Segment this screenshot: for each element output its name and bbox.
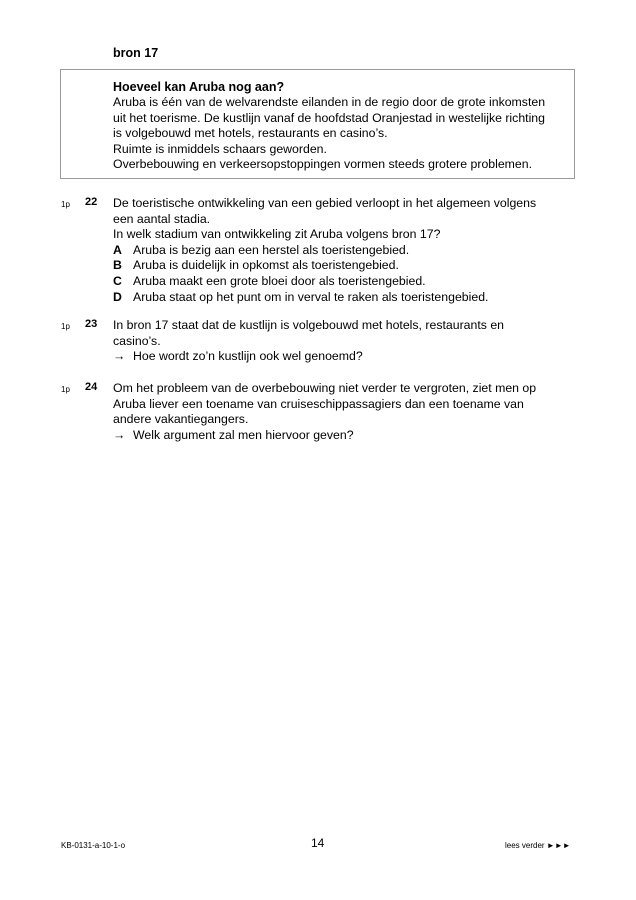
question-line: De toeristische ontwikkeling van een gebied verloopt in het algemeen volgens <box>113 196 537 210</box>
question-number: 23 <box>85 318 98 330</box>
question-22 <box>113 196 536 305</box>
question-line: andere vakantiegangers. <box>113 412 249 427</box>
question-line: een aantal stadia. <box>113 211 211 226</box>
question-number: 24 <box>85 381 98 393</box>
question-23 <box>113 318 504 365</box>
answer-option-d <box>113 290 536 306</box>
page-number: 14 <box>311 836 325 850</box>
option-text: Aruba is bezig aan een herstel als toeristengebied. <box>133 242 410 257</box>
arrow-right-icon: → <box>113 349 126 364</box>
answer-option-a <box>113 243 536 259</box>
prompt-text: Welk argument zal men hiervoor geven? <box>133 427 354 442</box>
question-number: 22 <box>85 196 98 208</box>
source-title: Hoeveel kan Aruba nog aan? <box>113 80 285 94</box>
continue-note: lees verder ►►► <box>505 841 571 850</box>
exam-code: KB-0131-a-10-1-o <box>61 841 126 850</box>
question-line: Aruba liever een toename van cruiseschippassagiers dan een toename van <box>113 396 524 411</box>
option-letter: A <box>113 242 122 257</box>
arrow-right-icon: → <box>113 427 126 442</box>
source-line: is volgebouwd met hotels, restaurants en casino’s. <box>113 126 388 141</box>
question-points: 1p <box>61 200 70 209</box>
option-letter: B <box>113 258 122 273</box>
answer-option-b <box>113 258 536 274</box>
source-line: Overbebouwing en verkeersopstoppingen vormen steeds grotere problemen. <box>113 157 533 172</box>
option-text: Aruba is duidelijk in opkomst als toeristengebied. <box>133 258 399 273</box>
question-points: 1p <box>61 322 70 331</box>
option-letter: C <box>113 273 122 288</box>
option-text: Aruba staat op het punt om in verval te raken als toeristengebied. <box>133 289 489 304</box>
prompt-text: Hoe wordt zo’n kustlijn ook wel genoemd? <box>133 349 363 364</box>
option-letter: D <box>113 289 122 304</box>
answer-option-c <box>113 274 536 290</box>
question-line: casino’s. <box>113 333 161 348</box>
question-24 <box>113 381 536 443</box>
question-line: In bron 17 staat dat de kustlijn is volgebouwd met hotels, restaurants en <box>113 318 504 332</box>
question-prompt <box>113 349 504 365</box>
source-line: uit het toerisme. De kustlijn vanaf de hoofdstad Oranjestad in westelijke richting <box>113 110 545 125</box>
source-text <box>113 95 545 173</box>
source-line: Aruba is één van de welvarendste eilanden in de regio door de grote inkomsten <box>113 95 546 109</box>
source-line: Ruimte is inmiddels schaars geworden. <box>113 141 327 156</box>
question-line: In welk stadium van ontwikkeling zit Aruba volgens bron 17? <box>113 227 441 242</box>
question-prompt <box>113 428 536 444</box>
question-points: 1p <box>61 385 70 394</box>
question-line: Om het probleem van de overbebouwing niet verder te vergroten, ziet men op <box>113 381 537 395</box>
source-label: bron 17 <box>113 46 159 60</box>
option-text: Aruba maakt een grote bloei door als toeristengebied. <box>133 273 426 288</box>
